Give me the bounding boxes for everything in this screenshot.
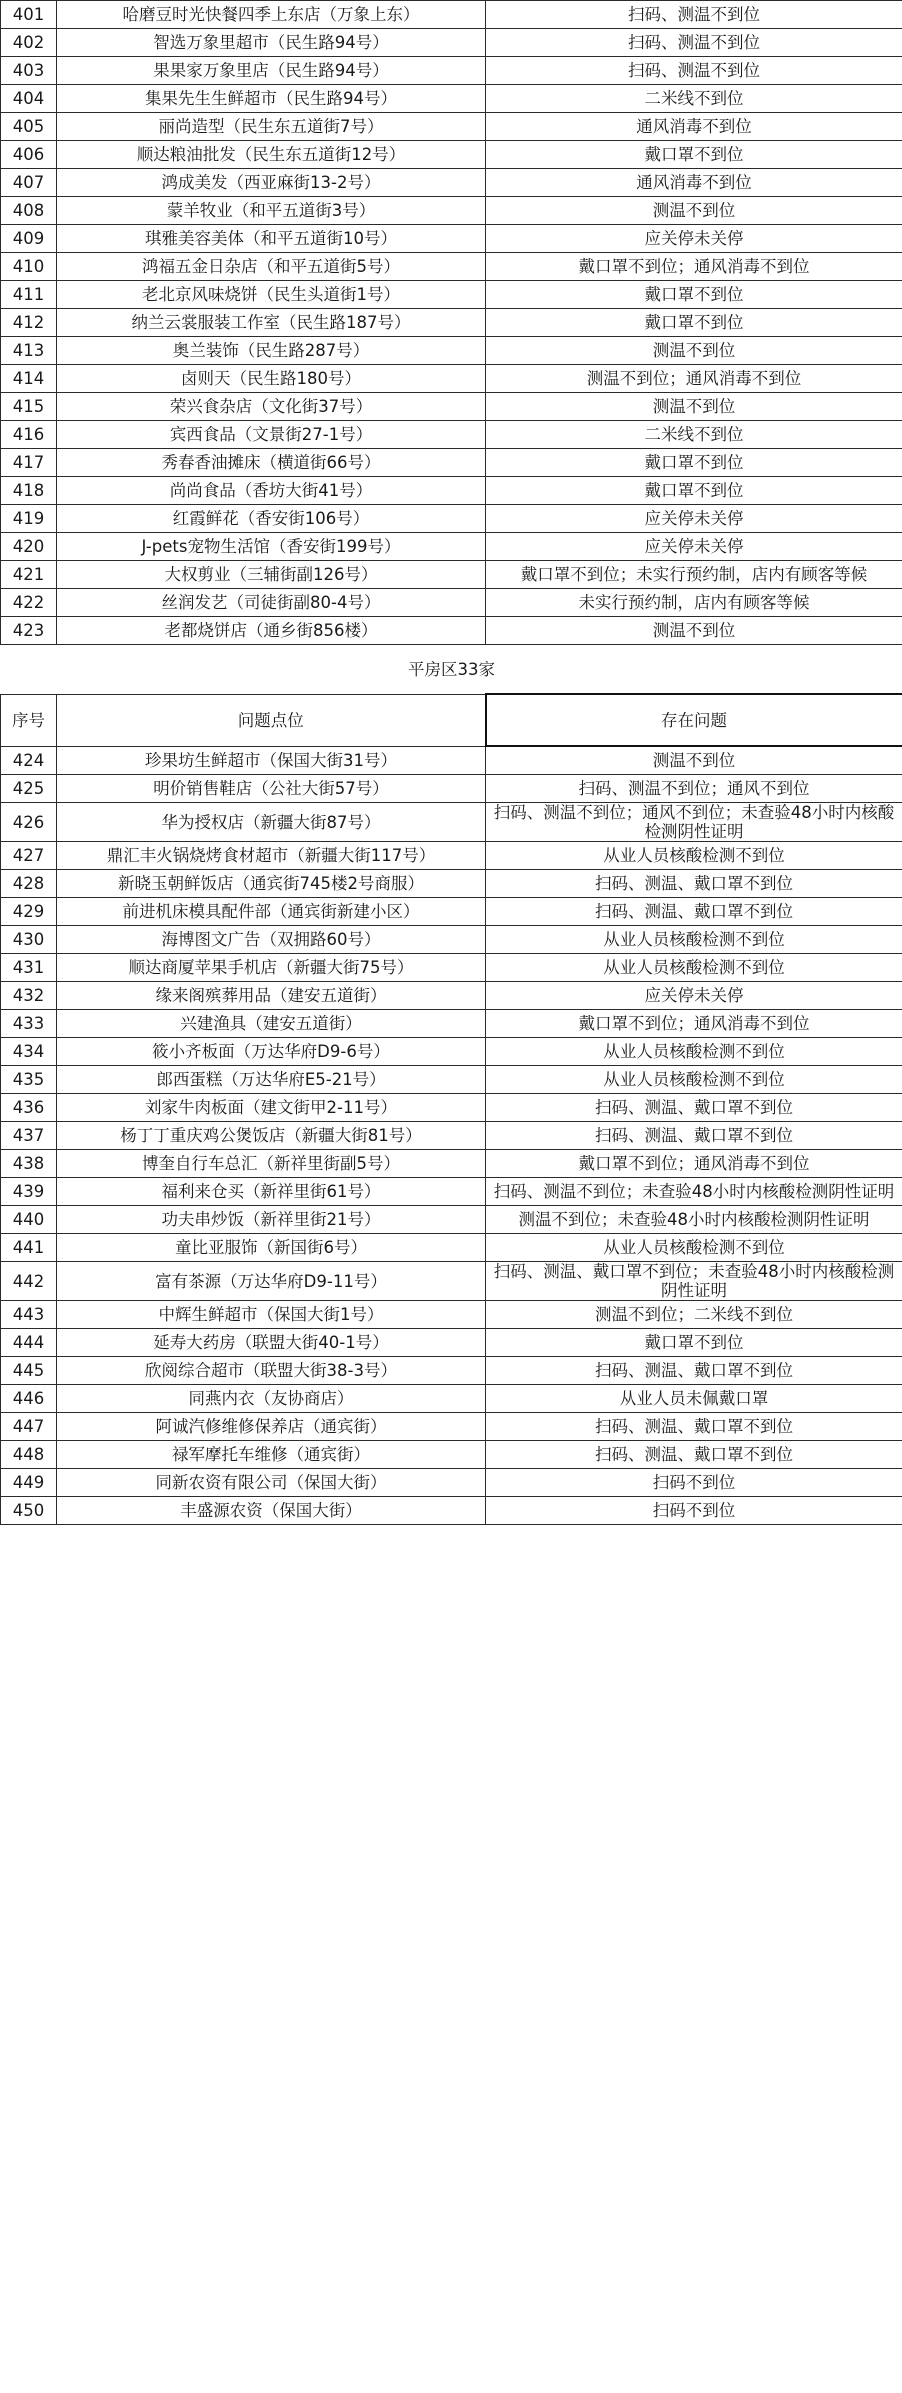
cell-issue: 扫码不到位	[486, 1469, 902, 1497]
cell-number: 445	[1, 1357, 57, 1385]
cell-location: 琪雅美容美体（和平五道街10号）	[57, 225, 486, 253]
cell-number: 402	[1, 29, 57, 57]
cell-issue: 扫码、测温不到位；通风不到位；未查验48小时内核酸检测阴性证明	[486, 803, 902, 842]
table-row	[1, 505, 902, 533]
cell-location: J-pets宠物生活馆（香安街199号）	[57, 533, 486, 561]
cell-issue: 戴口罩不到位；未实行预约制，店内有顾客等候	[486, 561, 902, 589]
cell-issue: 未实行预约制，店内有顾客等候	[486, 589, 902, 617]
cell-location: 鸿成美发（西亚麻街13-2号）	[57, 169, 486, 197]
table-row	[1, 842, 902, 870]
cell-location: 丽尚造型（民生东五道街7号）	[57, 113, 486, 141]
table-row	[1, 1441, 902, 1469]
table-row	[1, 169, 902, 197]
table-row	[1, 1413, 902, 1441]
table-row	[1, 197, 902, 225]
cell-issue: 通风消毒不到位	[486, 169, 902, 197]
section-header-body	[1, 645, 902, 747]
cell-location: 卤则天（民生路180号）	[57, 365, 486, 393]
table-row	[1, 1010, 902, 1038]
cell-issue: 应关停未关停	[486, 225, 902, 253]
cell-number: 449	[1, 1469, 57, 1497]
cell-number: 407	[1, 169, 57, 197]
cell-number: 440	[1, 1206, 57, 1234]
table-row	[1, 533, 902, 561]
table-row	[1, 1122, 902, 1150]
cell-number: 421	[1, 561, 57, 589]
cell-location: 延寿大药房（联盟大街40-1号）	[57, 1329, 486, 1357]
cell-issue: 扫码不到位	[486, 1497, 902, 1525]
cell-location: 阿诚汽修维修保养店（通宾街）	[57, 1413, 486, 1441]
cell-number: 439	[1, 1178, 57, 1206]
cell-number: 442	[1, 1262, 57, 1301]
table-row	[1, 225, 902, 253]
table-row	[1, 589, 902, 617]
cell-number: 415	[1, 393, 57, 421]
cell-number: 411	[1, 281, 57, 309]
cell-location: 果果家万象里店（民生路94号）	[57, 57, 486, 85]
cell-issue: 扫码、测温不到位	[486, 29, 902, 57]
cell-number: 403	[1, 57, 57, 85]
cell-issue: 扫码、测温不到位；通风不到位	[486, 775, 902, 803]
cell-issue: 应关停未关停	[486, 533, 902, 561]
cell-location: 禄军摩托车维修（通宾街）	[57, 1441, 486, 1469]
table-row	[1, 870, 902, 898]
cell-location: 秀春香油摊床（横道街66号）	[57, 449, 486, 477]
cell-issue: 扫码、测温、戴口罩不到位	[486, 1441, 902, 1469]
table-row	[1, 1150, 902, 1178]
cell-issue: 戴口罩不到位	[486, 281, 902, 309]
cell-location: 童比亚服饰（新国街6号）	[57, 1234, 486, 1262]
cell-issue: 从业人员核酸检测不到位	[486, 1038, 902, 1066]
cell-number: 429	[1, 898, 57, 926]
cell-number: 405	[1, 113, 57, 141]
table-row	[1, 617, 902, 645]
table-row	[1, 1329, 902, 1357]
cell-location: 智选万象里超市（民生路94号）	[57, 29, 486, 57]
table-body-bottom	[1, 746, 902, 1525]
cell-number: 433	[1, 1010, 57, 1038]
cell-number: 434	[1, 1038, 57, 1066]
cell-location: 海博图文广告（双拥路60号）	[57, 926, 486, 954]
cell-number: 448	[1, 1441, 57, 1469]
cell-location: 大权剪业（三辅街副126号）	[57, 561, 486, 589]
cell-number: 419	[1, 505, 57, 533]
cell-number: 418	[1, 477, 57, 505]
cell-issue: 测温不到位	[486, 337, 902, 365]
cell-issue: 从业人员核酸检测不到位	[486, 842, 902, 870]
cell-issue: 测温不到位；二米线不到位	[486, 1301, 902, 1329]
cell-issue: 从业人员核酸检测不到位	[486, 926, 902, 954]
cell-location: 丝润发艺（司徒街副80-4号）	[57, 589, 486, 617]
cell-location: 刘家牛肉板面（建文街甲2-11号）	[57, 1094, 486, 1122]
cell-number: 406	[1, 141, 57, 169]
cell-location: 同燕内衣（友协商店）	[57, 1385, 486, 1413]
cell-number: 413	[1, 337, 57, 365]
cell-location: 鼎汇丰火锅烧烤食材超市（新疆大街117号）	[57, 842, 486, 870]
table-row	[1, 898, 902, 926]
table-row	[1, 1469, 902, 1497]
cell-location: 前进机床模具配件部（通宾街新建小区）	[57, 898, 486, 926]
cell-location: 明价销售鞋店（公社大街57号）	[57, 775, 486, 803]
cell-location: 福利来仓买（新祥里街61号）	[57, 1178, 486, 1206]
cell-number: 404	[1, 85, 57, 113]
section-title: 平房区33家	[1, 645, 902, 695]
cell-issue: 扫码、测温、戴口罩不到位；未查验48小时内核酸检测阴性证明	[486, 1262, 902, 1301]
cell-issue: 测温不到位	[486, 746, 902, 775]
column-header-no: 序号	[1, 694, 57, 746]
cell-number: 435	[1, 1066, 57, 1094]
cell-issue: 应关停未关停	[486, 982, 902, 1010]
cell-issue: 测温不到位；通风消毒不到位	[486, 365, 902, 393]
cell-location: 顺达粮油批发（民生东五道街12号）	[57, 141, 486, 169]
cell-location: 同新农资有限公司（保国大街）	[57, 1469, 486, 1497]
cell-number: 432	[1, 982, 57, 1010]
table-row	[1, 421, 902, 449]
cell-number: 436	[1, 1094, 57, 1122]
cell-number: 416	[1, 421, 57, 449]
table-row	[1, 365, 902, 393]
cell-issue: 测温不到位	[486, 197, 902, 225]
cell-location: 红霞鲜花（香安街106号）	[57, 505, 486, 533]
cell-number: 417	[1, 449, 57, 477]
cell-issue: 戴口罩不到位；通风消毒不到位	[486, 253, 902, 281]
cell-issue: 从业人员核酸检测不到位	[486, 1066, 902, 1094]
cell-issue: 测温不到位	[486, 393, 902, 421]
cell-location: 丰盛源农资（保国大街）	[57, 1497, 486, 1525]
table-row	[1, 253, 902, 281]
table-row	[1, 113, 902, 141]
cell-number: 431	[1, 954, 57, 982]
cell-number: 409	[1, 225, 57, 253]
cell-issue: 戴口罩不到位	[486, 309, 902, 337]
cell-issue: 戴口罩不到位	[486, 141, 902, 169]
cell-number: 428	[1, 870, 57, 898]
cell-number: 450	[1, 1497, 57, 1525]
cell-location: 新晓玉朝鲜饭店（通宾街745楼2号商服）	[57, 870, 486, 898]
cell-number: 422	[1, 589, 57, 617]
cell-location: 尚尚食品（香坊大街41号）	[57, 477, 486, 505]
cell-number: 427	[1, 842, 57, 870]
cell-location: 杨丁丁重庆鸡公煲饭店（新疆大街81号）	[57, 1122, 486, 1150]
cell-issue: 戴口罩不到位	[486, 449, 902, 477]
cell-number: 414	[1, 365, 57, 393]
table-row	[1, 1262, 902, 1301]
cell-issue: 戴口罩不到位	[486, 1329, 902, 1357]
cell-number: 446	[1, 1385, 57, 1413]
cell-number: 425	[1, 775, 57, 803]
table-row	[1, 85, 902, 113]
column-header-row	[1, 694, 902, 746]
table-row	[1, 1357, 902, 1385]
cell-location: 富有茶源（万达华府D9-11号）	[57, 1262, 486, 1301]
cell-issue: 戴口罩不到位	[486, 477, 902, 505]
cell-location: 功夫串炒饭（新祥里街21号）	[57, 1206, 486, 1234]
cell-issue: 扫码、测温不到位；未查验48小时内核酸检测阴性证明	[486, 1178, 902, 1206]
cell-location: 华为授权店（新疆大街87号）	[57, 803, 486, 842]
cell-location: 老都烧饼店（通乡街856楼）	[57, 617, 486, 645]
table-row	[1, 281, 902, 309]
table-row	[1, 1301, 902, 1329]
table-row	[1, 954, 902, 982]
cell-location: 奥兰装饰（民生路287号）	[57, 337, 486, 365]
cell-location: 蒙羊牧业（和平五道街3号）	[57, 197, 486, 225]
cell-issue: 从业人员核酸检测不到位	[486, 1234, 902, 1262]
cell-location: 博奎自行车总汇（新祥里街副5号）	[57, 1150, 486, 1178]
table-row	[1, 1497, 902, 1525]
cell-issue: 戴口罩不到位；通风消毒不到位	[486, 1010, 902, 1038]
cell-location: 宾西食品（文景街27-1号）	[57, 421, 486, 449]
cell-location: 兴建渔具（建安五道街）	[57, 1010, 486, 1038]
cell-issue: 扫码、测温、戴口罩不到位	[486, 1357, 902, 1385]
table-row	[1, 449, 902, 477]
cell-location: 缘来阁殡葬用品（建安五道街）	[57, 982, 486, 1010]
column-header-location: 问题点位	[57, 694, 486, 746]
cell-location: 集果先生生鲜超市（民生路94号）	[57, 85, 486, 113]
table-row	[1, 309, 902, 337]
cell-issue: 扫码、测温、戴口罩不到位	[486, 870, 902, 898]
cell-number: 410	[1, 253, 57, 281]
cell-number: 447	[1, 1413, 57, 1441]
table-row	[1, 561, 902, 589]
table-row	[1, 1178, 902, 1206]
cell-number: 424	[1, 746, 57, 775]
cell-issue: 扫码、测温、戴口罩不到位	[486, 898, 902, 926]
cell-issue: 通风消毒不到位	[486, 113, 902, 141]
table-row	[1, 1234, 902, 1262]
cell-number: 430	[1, 926, 57, 954]
cell-issue: 扫码、测温、戴口罩不到位	[486, 1413, 902, 1441]
table-row	[1, 746, 902, 775]
cell-location: 欣阅综合超市（联盟大街38-3号）	[57, 1357, 486, 1385]
cell-issue: 扫码、测温、戴口罩不到位	[486, 1094, 902, 1122]
cell-location: 鸿福五金日杂店（和平五道街5号）	[57, 253, 486, 281]
cell-location: 哈磨豆时光快餐四季上东店（万象上东）	[57, 1, 486, 29]
table-row	[1, 477, 902, 505]
cell-location: 纳兰云裳服装工作室（民生路187号）	[57, 309, 486, 337]
cell-issue: 测温不到位	[486, 617, 902, 645]
section-row	[1, 645, 902, 695]
cell-number: 443	[1, 1301, 57, 1329]
cell-number: 412	[1, 309, 57, 337]
cell-issue: 应关停未关停	[486, 505, 902, 533]
cell-location: 荣兴食杂店（文化街37号）	[57, 393, 486, 421]
cell-location: 老北京风味烧饼（民生头道街1号）	[57, 281, 486, 309]
table-row	[1, 1038, 902, 1066]
cell-issue: 戴口罩不到位；通风消毒不到位	[486, 1150, 902, 1178]
cell-issue: 从业人员核酸检测不到位	[486, 954, 902, 982]
cell-number: 438	[1, 1150, 57, 1178]
table-row	[1, 803, 902, 842]
cell-issue: 扫码、测温不到位	[486, 1, 902, 29]
cell-location: 筱小齐板面（万达华府D9-6号）	[57, 1038, 486, 1066]
cell-issue: 扫码、测温、戴口罩不到位	[486, 1122, 902, 1150]
table-row	[1, 1385, 902, 1413]
cell-issue: 从业人员未佩戴口罩	[486, 1385, 902, 1413]
cell-number: 437	[1, 1122, 57, 1150]
cell-location: 中辉生鲜超市（保国大街1号）	[57, 1301, 486, 1329]
cell-number: 426	[1, 803, 57, 842]
table-row	[1, 926, 902, 954]
cell-location: 郎西蛋糕（万达华府E5-21号）	[57, 1066, 486, 1094]
cell-number: 444	[1, 1329, 57, 1357]
table-row	[1, 982, 902, 1010]
table-row	[1, 29, 902, 57]
cell-issue: 测温不到位；未查验48小时内核酸检测阴性证明	[486, 1206, 902, 1234]
cell-number: 423	[1, 617, 57, 645]
cell-location: 珍果坊生鲜超市（保国大街31号）	[57, 746, 486, 775]
cell-location: 顺达商厦苹果手机店（新疆大街75号）	[57, 954, 486, 982]
table-row	[1, 141, 902, 169]
table-row	[1, 57, 902, 85]
table-row	[1, 1, 902, 29]
cell-issue: 扫码、测温不到位	[486, 57, 902, 85]
table-row	[1, 775, 902, 803]
cell-number: 420	[1, 533, 57, 561]
table-row	[1, 1066, 902, 1094]
table-row	[1, 1094, 902, 1122]
cell-number: 401	[1, 1, 57, 29]
table-row	[1, 393, 902, 421]
cell-number: 408	[1, 197, 57, 225]
cell-issue: 二米线不到位	[486, 421, 902, 449]
table-body-top	[1, 1, 902, 645]
table-row	[1, 337, 902, 365]
column-header-issue: 存在问题	[486, 694, 902, 746]
cell-number: 441	[1, 1234, 57, 1262]
cell-issue: 二米线不到位	[486, 85, 902, 113]
table-row	[1, 1206, 902, 1234]
